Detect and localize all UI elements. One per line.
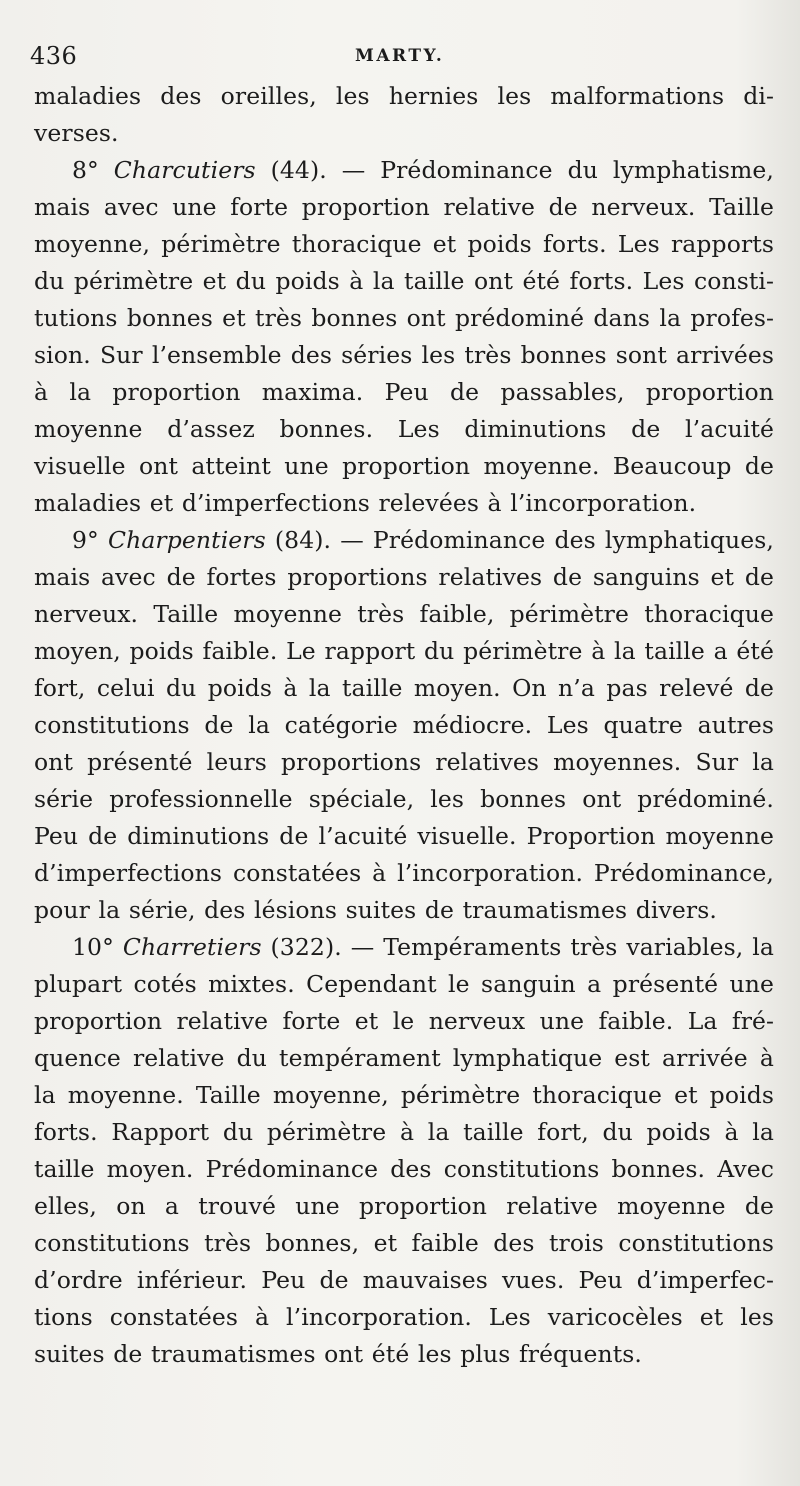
paragraph-text: (322). — Tempéraments très variables, la plupart cotés mixtes. Cependant le sanguin a présenté une proportion relative forte et le nerveux une faible. La fréquence relative du tempérament lymphatique est arrivée à la moyenne. Taille moyenne, périmètre thoracique et poids forts. Rapport du périmètre à la taille fort, du poids à la taille moyen. Prédominance des constitutions bonnes. Avec elles, on a trouvé une proportion relative moyenne de constitutions très bonnes, et faible des trois constitutions d’ordre inférieur. Peu de mauvaises vues. Peu d’imperfections constatées à l’incorporation. Les varicocèles et les suites de traumatismes ont été les plus fréquents. xyxy=(34,933,774,1368)
paragraph-number: 8° xyxy=(72,156,114,184)
paragraph-text: (44). — Prédominance du lymphatisme, mais avec une forte proportion relative de nerveux. Taille moyenne, périmètre thoracique et poids forts. Les rapports du périmètre et du poids à la taille ont été forts. Les constitutions bonnes et très bonnes ont prédominé dans la profession. Sur l’ensemble des séries les très bonnes sont arrivées à la proportion maxima. Peu de passables, proportion moyenne d’assez bonnes. Les diminutions de l’acuité visuelle ont atteint une proportion moyenne. Beaucoup de maladies et d’imperfections relevées à l’incorporation. xyxy=(34,156,774,517)
paragraph-charpentiers xyxy=(34,522,774,929)
body-text xyxy=(34,78,774,1373)
paragraph-text: (84). — Prédominance des lymphatiques, mais avec de fortes proportions relatives de sanguins et de nerveux. Taille moyenne très faible, périmètre thoracique moyen, poids faible. Le rapport du périmètre à la taille a été fort, celui du poids à la taille moyen. On n’a pas relevé de constitutions de la catégorie médiocre. Les quatre autres ont présenté leurs proportions relatives moyennes. Sur la série professionnelle spéciale, les bonnes ont prédominé. Peu de diminutions de l’acuité visuelle. Proportion moyenne d’imperfections constatées à l’incorporation. Prédominance, pour la série, des lésions suites de traumatismes divers. xyxy=(34,526,774,924)
paragraph-continuation xyxy=(34,78,774,152)
running-head: MARTY. xyxy=(355,46,445,66)
page-header xyxy=(30,42,770,78)
page-number: 436 xyxy=(30,42,78,70)
paragraph-charcutiers xyxy=(34,152,774,522)
paragraph-charretiers xyxy=(34,929,774,1373)
paragraph-number: 10° xyxy=(72,933,123,961)
paragraph-number: 9° xyxy=(72,526,108,554)
trade-name: Charretiers xyxy=(122,933,262,961)
trade-name: Charpentiers xyxy=(108,526,266,554)
paragraph-text: maladies des oreilles, les hernies les malformations diverses. xyxy=(34,82,774,147)
trade-name: Charcutiers xyxy=(113,156,256,184)
